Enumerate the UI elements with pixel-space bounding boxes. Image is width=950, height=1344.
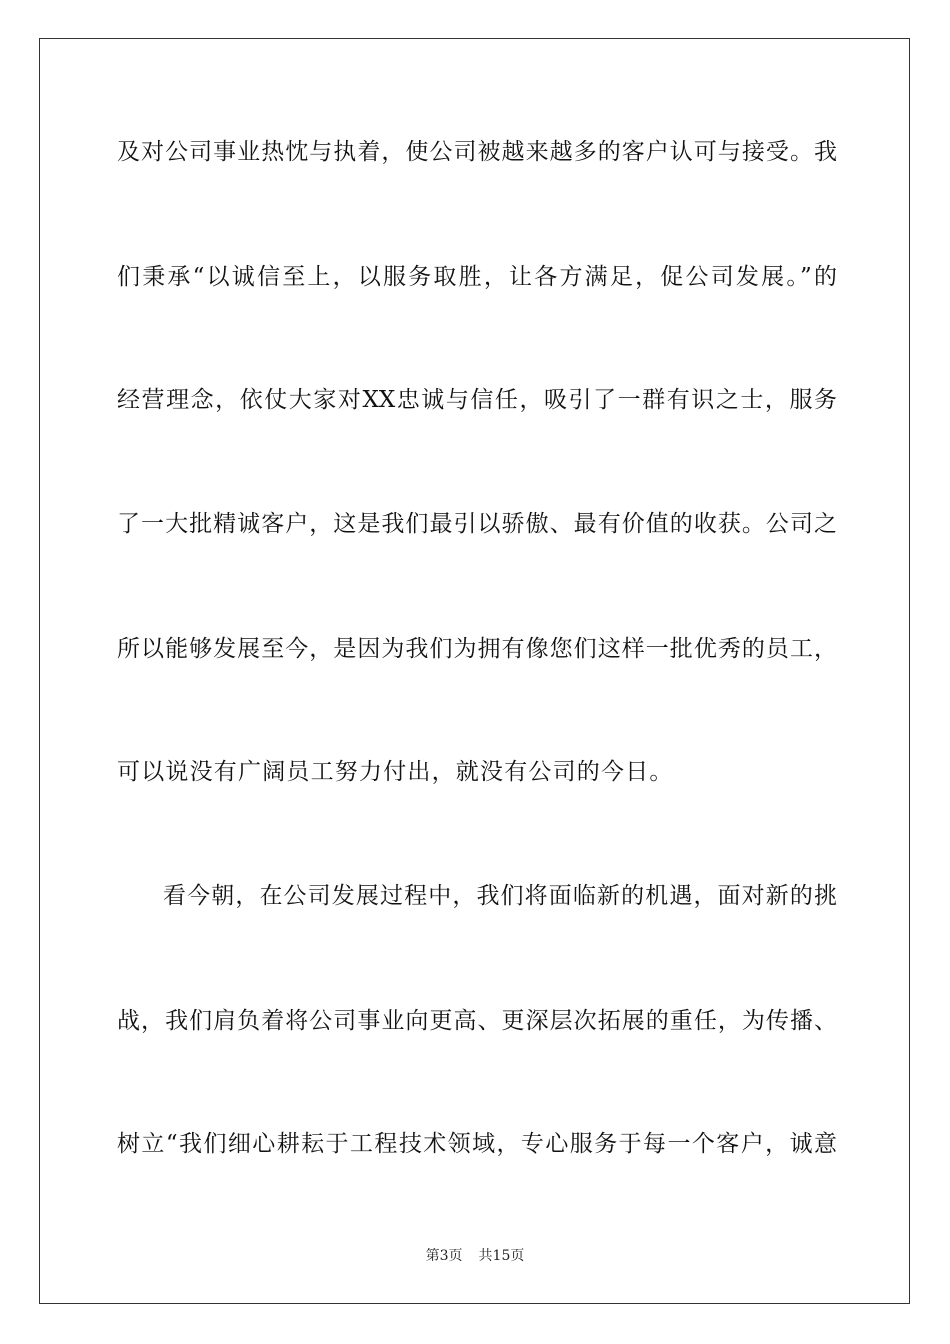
text-line: 及对公司事业热忱与执着，使公司被越来越多的客户认可与接受。我	[117, 139, 837, 165]
page-total: 共15页	[478, 1248, 525, 1264]
paragraph-first-line: 看今朝，在公司发展过程中，我们将面临新的机遇，面对新的挑	[163, 883, 837, 909]
text-line: 战，我们肩负着将公司事业向更高、更深层次拓展的重任，为传播、	[117, 1008, 837, 1034]
page-number: 第3页	[425, 1248, 463, 1264]
text-line: 经营理念，依仗大家对XX忠诚与信任，吸引了一群有识之士，服务	[117, 387, 837, 413]
text-line: 们秉承“以诚信至上，以服务取胜，让各方满足，促公司发展。”的	[117, 264, 837, 290]
text-line: 所以能够发展至今，是因为我们为拥有像您们这样一批优秀的员工，	[117, 636, 837, 662]
text-line: 了一大批精诚客户，这是我们最引以骄傲、最有价值的收获。公司之	[117, 511, 837, 537]
page-footer	[0, 1247, 950, 1265]
page-frame	[39, 38, 910, 1304]
text-line: 树立“我们细心耕耘于工程技术领域，专心服务于每一个客户，诚意	[117, 1131, 837, 1157]
text-line: 可以说没有广阔员工努力付出，就没有公司的今日。	[117, 759, 674, 785]
